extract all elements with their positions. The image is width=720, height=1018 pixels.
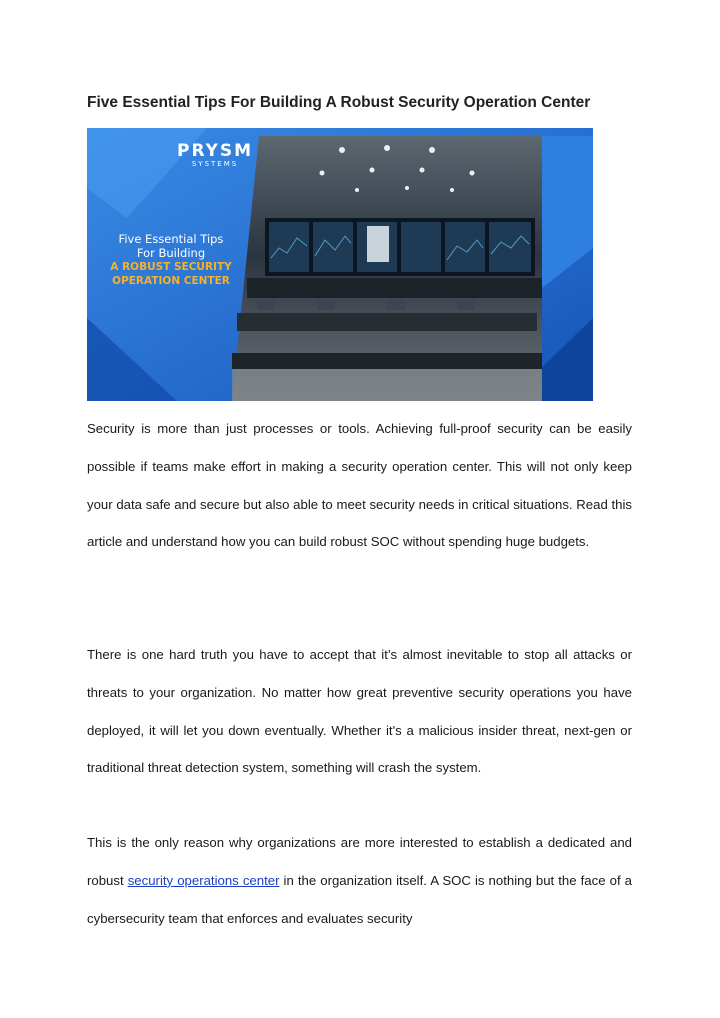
article-banner-image [87,128,593,401]
prysm-logo [177,142,253,168]
paragraph-intro: Security is more than just processes or tools. Achieving full-proof security can be easily possible if teams make effort in making a security operation center. This will not only keep your data safe and secure but also able to meet security needs in critical situations. Read this article and understand how you can build robust SOC without spending huge budgets. [87,421,632,550]
logo-subtitle: SYSTEMS [191,160,239,168]
banner-headline [101,232,241,288]
logo-name: PRYSM [177,141,254,161]
banner-line-3: A ROBUST SECURITY [110,261,232,273]
paragraph-text-after-link: in the organization itself. A SOC is nothing but the face of a cybersecurity team that enforces and evaluates security [87,872,632,926]
banner-line-4: OPERATION CENTER [112,275,230,287]
banner-line-2: For Building [136,246,206,260]
paragraph-hard-truth: There is one hard truth you have to accept that it’s almost inevitable to stop all attacks or threats to your organization. No matter how great preventive security operations you have deployed, it will let you down eventually. Whether it's a malicious insider threat, next-gen or traditional threat detection system, something will crash the system. [87,647,632,776]
security-operations-center-link[interactable]: security operations center [127,872,280,888]
paragraph-text-before-link: This is the only reason why organizations are more interested to establish a dedicated and robust [87,835,632,888]
article-title: Five Essential Tips For Building A Robust Security Operation Center [87,94,591,111]
paragraph-soc-reason [87,824,632,937]
banner-line-1: Five Essential Tips [118,232,224,246]
